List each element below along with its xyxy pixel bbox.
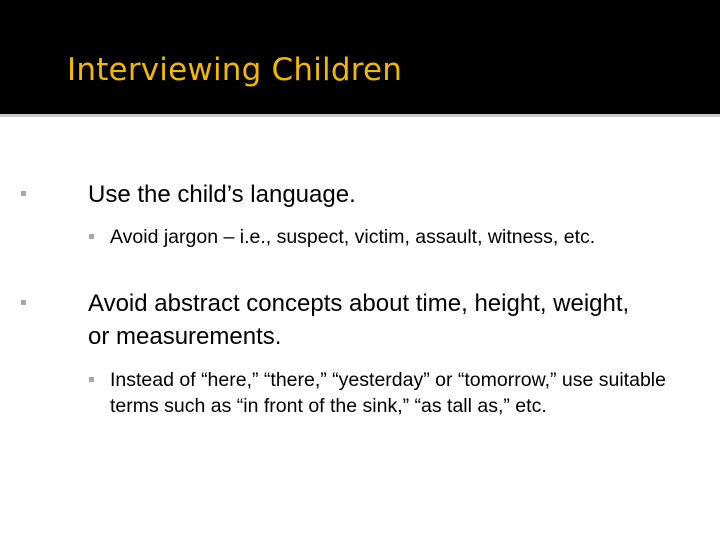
bullet-marker: ▪	[20, 297, 27, 308]
bullet-marker: ▪	[88, 231, 95, 242]
bullet-text: Avoid abstract concepts about time, height, weight, or measurements.	[88, 290, 630, 350]
bullet-marker: ▪	[88, 374, 95, 385]
sub-bullet-text: Avoid jargon – i.e., suspect, victim, assault, witness, etc.	[110, 226, 596, 248]
slide-title: Interviewing Children	[67, 52, 403, 88]
bullet-marker: ▪	[20, 188, 27, 199]
sub-bullet-text: Instead of “here,” “there,” “yesterday” or “tomorrow,” use suitable terms such as “in front of the sink,” “as tall as,” etc.	[110, 369, 666, 417]
title-bar	[0, 0, 720, 112]
bullet-text: Use the child’s language.	[88, 181, 356, 208]
content-area	[0, 117, 720, 540]
